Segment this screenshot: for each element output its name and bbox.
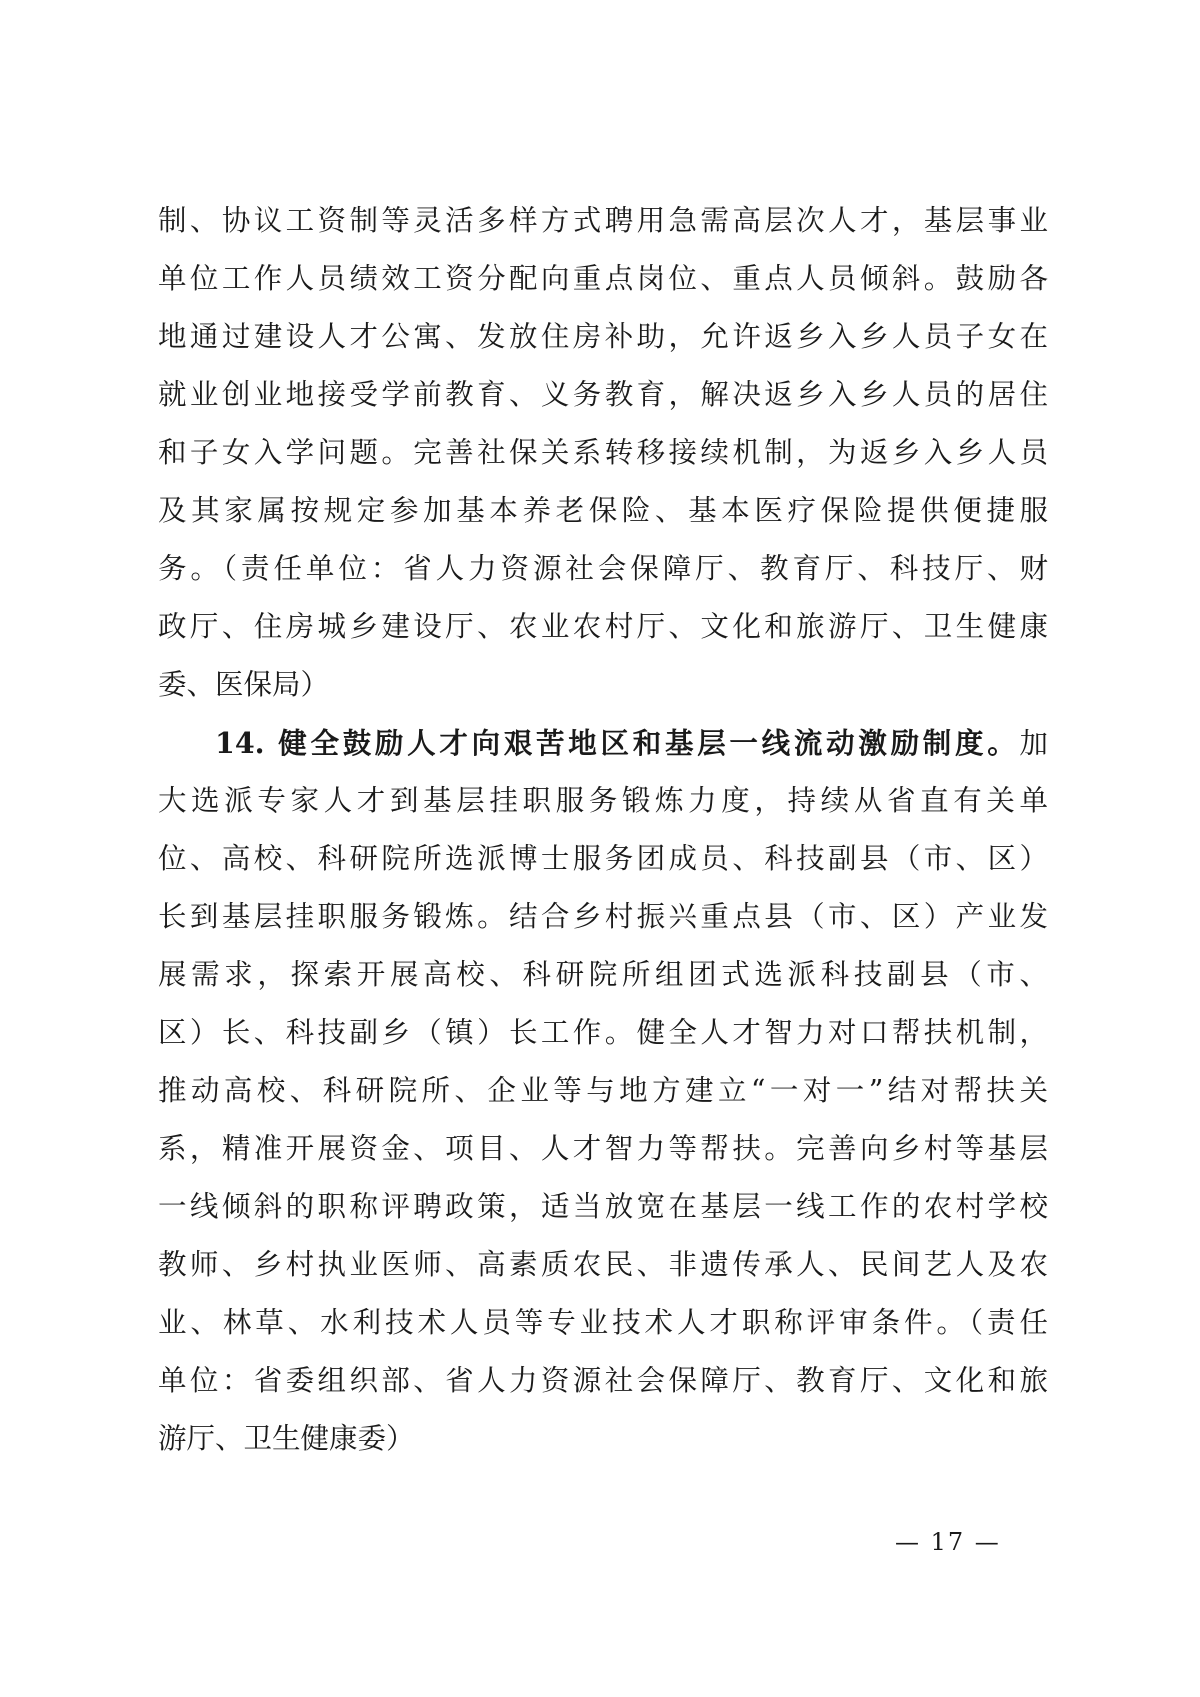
text-line: 制、协议工资制等灵活多样方式聘用急需高层次人才，基层事业 [158,204,1048,237]
text-line: 业、林草、水利技术人员等专业技术人才职称评审条件。（责任 [158,1306,1048,1339]
text-line: 系，精准开展资金、项目、人才智力等帮扶。完善向乡村等基层 [158,1132,1048,1165]
body-text [158,192,1048,1468]
paragraph-1 [158,192,1048,714]
text-line: 政厅、住房城乡建设厅、农业农村厅、文化和旅游厅、卫生健康 [158,610,1048,643]
paragraph-heading-line [158,714,1048,772]
heading-continuation: 加 [1019,727,1048,760]
text-line: 单位：省委组织部、省人力资源社会保障厅、教育厅、文化和旅 [158,1364,1048,1397]
text-line: 展需求，探索开展高校、科研院所组团式选派科技副县（市、 [158,958,1048,991]
text-line: 委、医保局） [158,668,330,701]
text-line: 一线倾斜的职称评聘政策，适当放宽在基层一线工作的农村学校 [158,1190,1048,1223]
paragraph-2 [158,714,1048,1468]
text-line: 及其家属按规定参加基本养老保险、基本医疗保险提供便捷服 [158,494,1048,527]
text-line: 教师、乡村执业医师、高素质农民、非遗传承人、民间艺人及农 [158,1248,1048,1281]
text-line: 长到基层挂职服务锻炼。结合乡村振兴重点县（市、区）产业发 [158,900,1048,933]
text-line: 地通过建设人才公寓、发放住房补助，允许返乡入乡人员子女在 [158,320,1048,353]
text-line: 区）长、科技副乡（镇）长工作。健全人才智力对口帮扶机制， [158,1016,1048,1049]
text-line: 务。（责任单位：省人力资源社会保障厅、教育厅、科技厅、财 [158,552,1048,585]
text-line: 位、高校、科研院所选派博士服务团成员、科技副县（市、区） [158,842,1048,875]
text-line: 单位工作人员绩效工资分配向重点岗位、重点人员倾斜。鼓励各 [158,262,1048,295]
text-line: 推动高校、科研院所、企业等与地方建立“一对一”结对帮扶关 [158,1074,1048,1107]
text-line: 就业创业地接受学前教育、义务教育，解决返乡入乡人员的居住 [158,378,1048,411]
section-heading: 14. 健全鼓励人才向艰苦地区和基层一线流动激励制度。 [215,726,1020,760]
page-number: — 17 — [895,1528,1001,1556]
text-line: 和子女入学问题。完善社保关系转移接续机制，为返乡入乡人员 [158,436,1048,469]
text-line: 大选派专家人才到基层挂职服务锻炼力度，持续从省直有关单 [158,784,1048,817]
text-line: 游厅、卫生健康委） [158,1422,415,1455]
